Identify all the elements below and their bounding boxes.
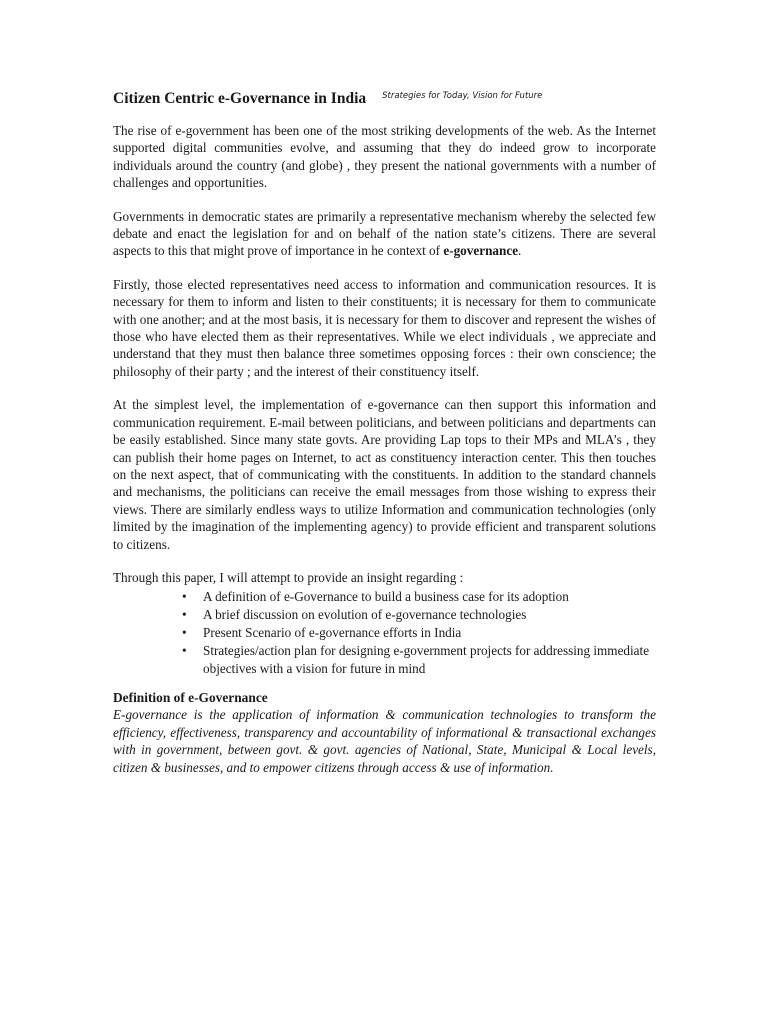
bullet-icon: • xyxy=(182,607,187,623)
list-item-text: A brief discussion on evolution of e-governance technologies xyxy=(203,607,527,623)
insight-bullet-list xyxy=(113,588,656,677)
list-item xyxy=(113,588,656,606)
paragraph-end-period: . xyxy=(518,243,522,259)
paragraph-intro: The rise of e-government has been one of the most striking developments of the web. As the Internet supported digital communities evolve, and assuming that they do indeed grow to incorporate individuals around the country (and globe) , they present the national governments with a number of challenges and opportunities. xyxy=(113,123,656,191)
list-item xyxy=(113,606,656,624)
list-item-text: Strategies/action plan for designing e-government projects for addressing immediate objectives with a vision for future in mind xyxy=(203,642,650,676)
list-item-text: Present Scenario of e-governance efforts in India xyxy=(203,624,462,640)
document-subtitle: Strategies for Today, Vision for Future xyxy=(382,91,543,101)
paragraph-implementation: At the simplest level, the implementation of e-governance can then support this information and communication requirement. E-mail between politicians, and between politicians and departments can be easily established. Since many state govts. Are providing Lap tops to their MPs and MLA’s , they can publish their home pages on Internet, to act as constituency interaction center. This then touches on the next aspect, that of communicating with the constituents. In addition to the standard channels and mechanisms, the politicians can receive the email messages from those wishing to express their views. There are similarly endless ways to utilize Information and communication technologies (only limited by the imagination of the implementing agency) to provide efficient and transparent solutions to citizens. xyxy=(113,397,656,552)
bullet-icon: • xyxy=(182,642,187,658)
bullet-icon: • xyxy=(182,624,187,640)
paragraph-representatives: Firstly, those elected representatives need access to information and communication resources. It is necessary for them to inform and listen to their constituents; it is necessary for them to communicate with one another; and at the most basis, it is necessary for them to discover and represent the wishes of those who have elected them as their representatives. While we elect individuals , we appreciate and understand that they must then balance three sometimes opposing forces : their own conscience; the philosophy of their party ; and the interest of their constituency itself. xyxy=(113,276,656,379)
document-body xyxy=(113,90,656,776)
bullet-icon: • xyxy=(182,589,187,605)
paragraph-democratic-states-text: Governments in democratic states are primarily a representative mechanism whereby the selected few debate and enact the legislation for and on behalf of the nation state’s citizens. There are several aspects to this that might prove of importance in he context of xyxy=(113,208,656,259)
list-item xyxy=(113,624,656,642)
e-governance-term: e-governance xyxy=(443,243,519,259)
list-item xyxy=(113,642,656,678)
title-row xyxy=(113,90,656,108)
definition-heading: Definition of e-Governance xyxy=(113,690,268,706)
paragraph-democratic-states xyxy=(113,208,656,260)
definition-text: E-governance is the application of information & communication technologies to transform the efficiency, effectiveness, transparency and accountability of informational & transactional exchanges with in government, between govt. & govt. agencies of National, State, Municipal & Local levels, citizen & businesses, and to empower citizens through access & use of information. xyxy=(113,707,656,775)
document-title: Citizen Centric e-Governance in India xyxy=(113,90,367,107)
paragraph-insight-intro: Through this paper, I will attempt to provide an insight regarding : xyxy=(113,569,464,585)
list-item-text: A definition of e-Governance to build a business case for its adoption xyxy=(203,589,569,605)
